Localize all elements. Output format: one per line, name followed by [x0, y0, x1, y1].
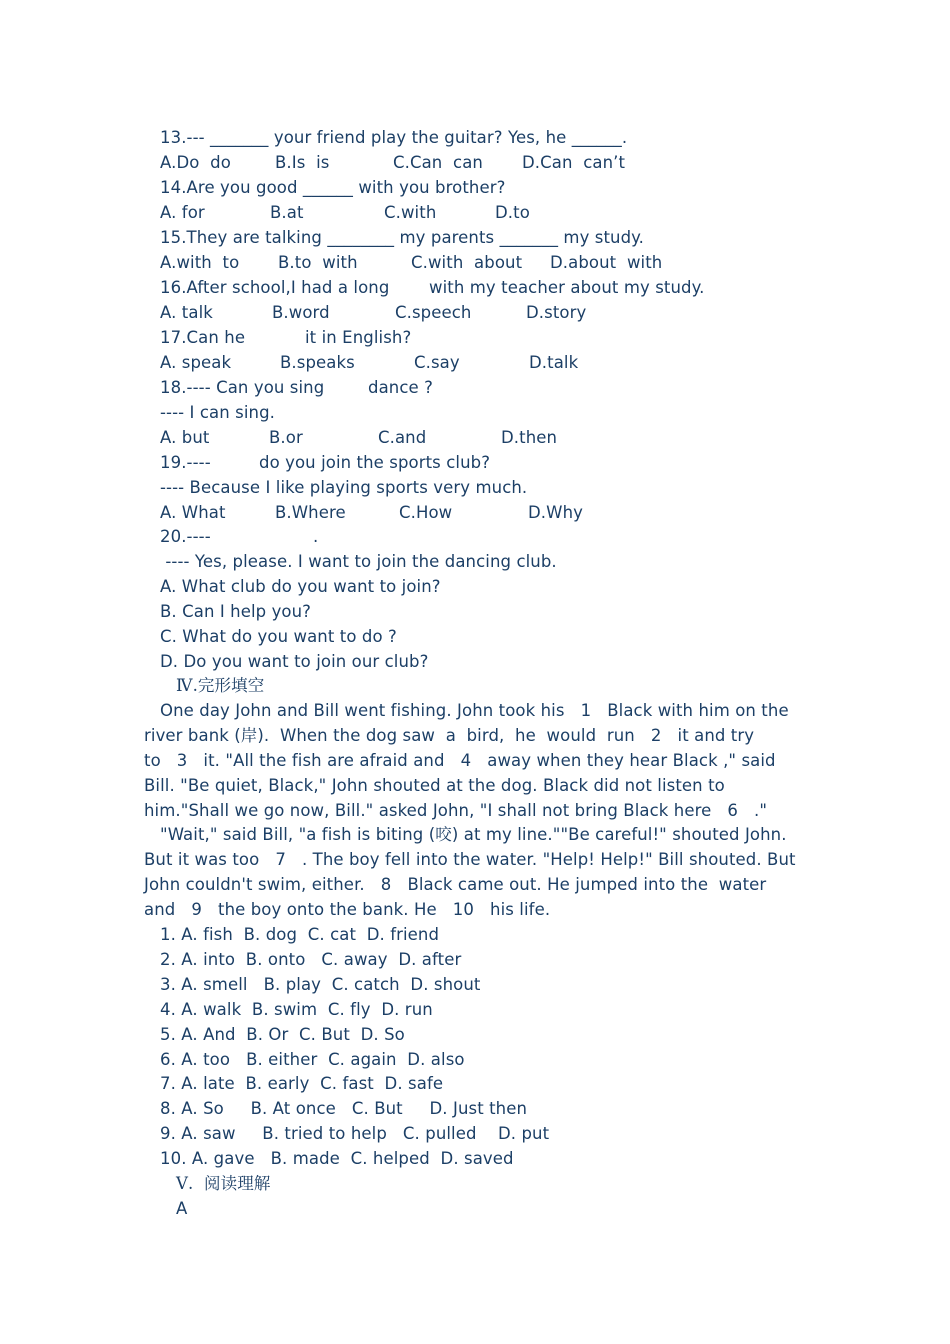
cloze-choice: 6. A. too B. either C. again D. also	[160, 1050, 465, 1069]
option-a: A. What club do you want to join?	[160, 577, 441, 596]
question-16-stem-end: with my teacher about my study.	[429, 278, 705, 297]
option-c: C.with about	[411, 253, 523, 272]
section-5-heading: Ⅴ. 阅读理解	[176, 1174, 271, 1193]
question-20-stem-end: .	[313, 527, 319, 546]
option-c: C.with	[384, 203, 437, 222]
cloze-choice: 2. A. into B. onto C. away D. after	[160, 950, 462, 969]
option-b: B.Where	[275, 503, 346, 522]
cloze-choice: 1. A. fish B. dog C. cat D. friend	[160, 925, 440, 944]
option-b: B. Can I help you?	[160, 602, 312, 621]
question-17-stem-end: it in English?	[305, 328, 412, 347]
question-19-reply: ---- Because I like playing sports very much.	[160, 478, 528, 497]
cloze-choice: 4. A. walk B. swim C. fly D. run	[160, 1000, 433, 1019]
passage-line: "Wait," said Bill, "a fish is biting (咬) at my line.""Be careful!" shouted John.	[160, 825, 787, 844]
question-16-stem: 16.After school,I had a long	[160, 278, 390, 297]
option-d: D.Can can’t	[522, 153, 626, 172]
option-b: B.to with	[278, 253, 358, 272]
question-13-stem: 13.--- _______ your friend play the guitar? Yes, he ______.	[160, 128, 628, 147]
option-b: B.word	[272, 303, 330, 322]
passage-line: and 9 the boy onto the bank. He 10 his life.	[144, 900, 551, 919]
option-d: D.story	[526, 303, 587, 322]
cloze-choice: 9. A. saw B. tried to help C. pulled D. put	[160, 1124, 550, 1143]
question-17-stem: 17.Can he	[160, 328, 246, 347]
option-c: C.How	[399, 503, 453, 522]
passage-line: river bank (岸). When the dog saw a bird, he would run 2 it and try	[144, 726, 755, 745]
passage-line: John couldn't swim, either. 8 Black came out. He jumped into the water	[144, 875, 767, 894]
passage-line: One day John and Bill went fishing. John took his 1 Black with him on the	[160, 701, 789, 720]
passage-line: Bill. "Be quiet, Black," John shouted at the dog. Black did not listen to	[144, 776, 725, 795]
option-d: D.about with	[550, 253, 663, 272]
option-a: A. for	[160, 203, 205, 222]
option-a: A.with to	[160, 253, 240, 272]
option-c: C.and	[378, 428, 427, 447]
section-4-heading: Ⅳ.完形填空	[176, 676, 265, 695]
option-d: D.talk	[529, 353, 579, 372]
option-d: D.then	[501, 428, 558, 447]
question-18-stem: 18.---- Can you sing	[160, 378, 325, 397]
option-b: B.at	[270, 203, 304, 222]
cloze-choice: 8. A. So B. At once C. But D. Just then	[160, 1099, 528, 1118]
option-a: A. What	[160, 503, 226, 522]
option-a: A. but	[160, 428, 210, 447]
question-20-reply: ---- Yes, please. I want to join the dancing club.	[160, 552, 557, 571]
option-c: C.speech	[395, 303, 472, 322]
cloze-choice: 3. A. smell B. play C. catch D. shout	[160, 975, 481, 994]
option-c: C.Can can	[393, 153, 483, 172]
question-14-stem: 14.Are you good ______ with you brother?	[160, 178, 506, 197]
cloze-choice: 10. A. gave B. made C. helped D. saved	[160, 1149, 514, 1168]
passage-line: But it was too 7 . The boy fell into the water. "Help! Help!" Bill shouted. But	[144, 850, 796, 869]
passage-line: him."Shall we go now, Bill." asked John, "I shall not bring Black here 6 ."	[144, 801, 768, 820]
option-d: D.to	[495, 203, 530, 222]
question-18-reply: ---- I can sing.	[160, 403, 276, 422]
option-a: A.Do do	[160, 153, 231, 172]
question-19-stem: 19.----	[160, 453, 211, 472]
option-d: D. Do you want to join our club?	[160, 652, 429, 671]
option-b: B.speaks	[280, 353, 355, 372]
option-c: C. What do you want to do ?	[160, 627, 397, 646]
question-19-stem-end: do you join the sports club?	[259, 453, 491, 472]
option-c: C.say	[414, 353, 460, 372]
cloze-choice: 5. A. And B. Or C. But D. So	[160, 1025, 405, 1044]
question-20-stem: 20.----	[160, 527, 211, 546]
question-15-stem: 15.They are talking ________ my parents _______ my study.	[160, 228, 645, 247]
option-d: D.Why	[528, 503, 583, 522]
option-a: A. speak	[160, 353, 232, 372]
section-5-subheading: A	[176, 1199, 188, 1218]
option-b: B.Is is	[275, 153, 330, 172]
option-a: A. talk	[160, 303, 213, 322]
question-18-stem-end: dance ?	[368, 378, 433, 397]
cloze-choice: 7. A. late B. early C. fast D. safe	[160, 1074, 444, 1093]
option-b: B.or	[269, 428, 303, 447]
passage-line: to 3 it. "All the fish are afraid and 4 away when they hear Black ," said	[144, 751, 776, 770]
